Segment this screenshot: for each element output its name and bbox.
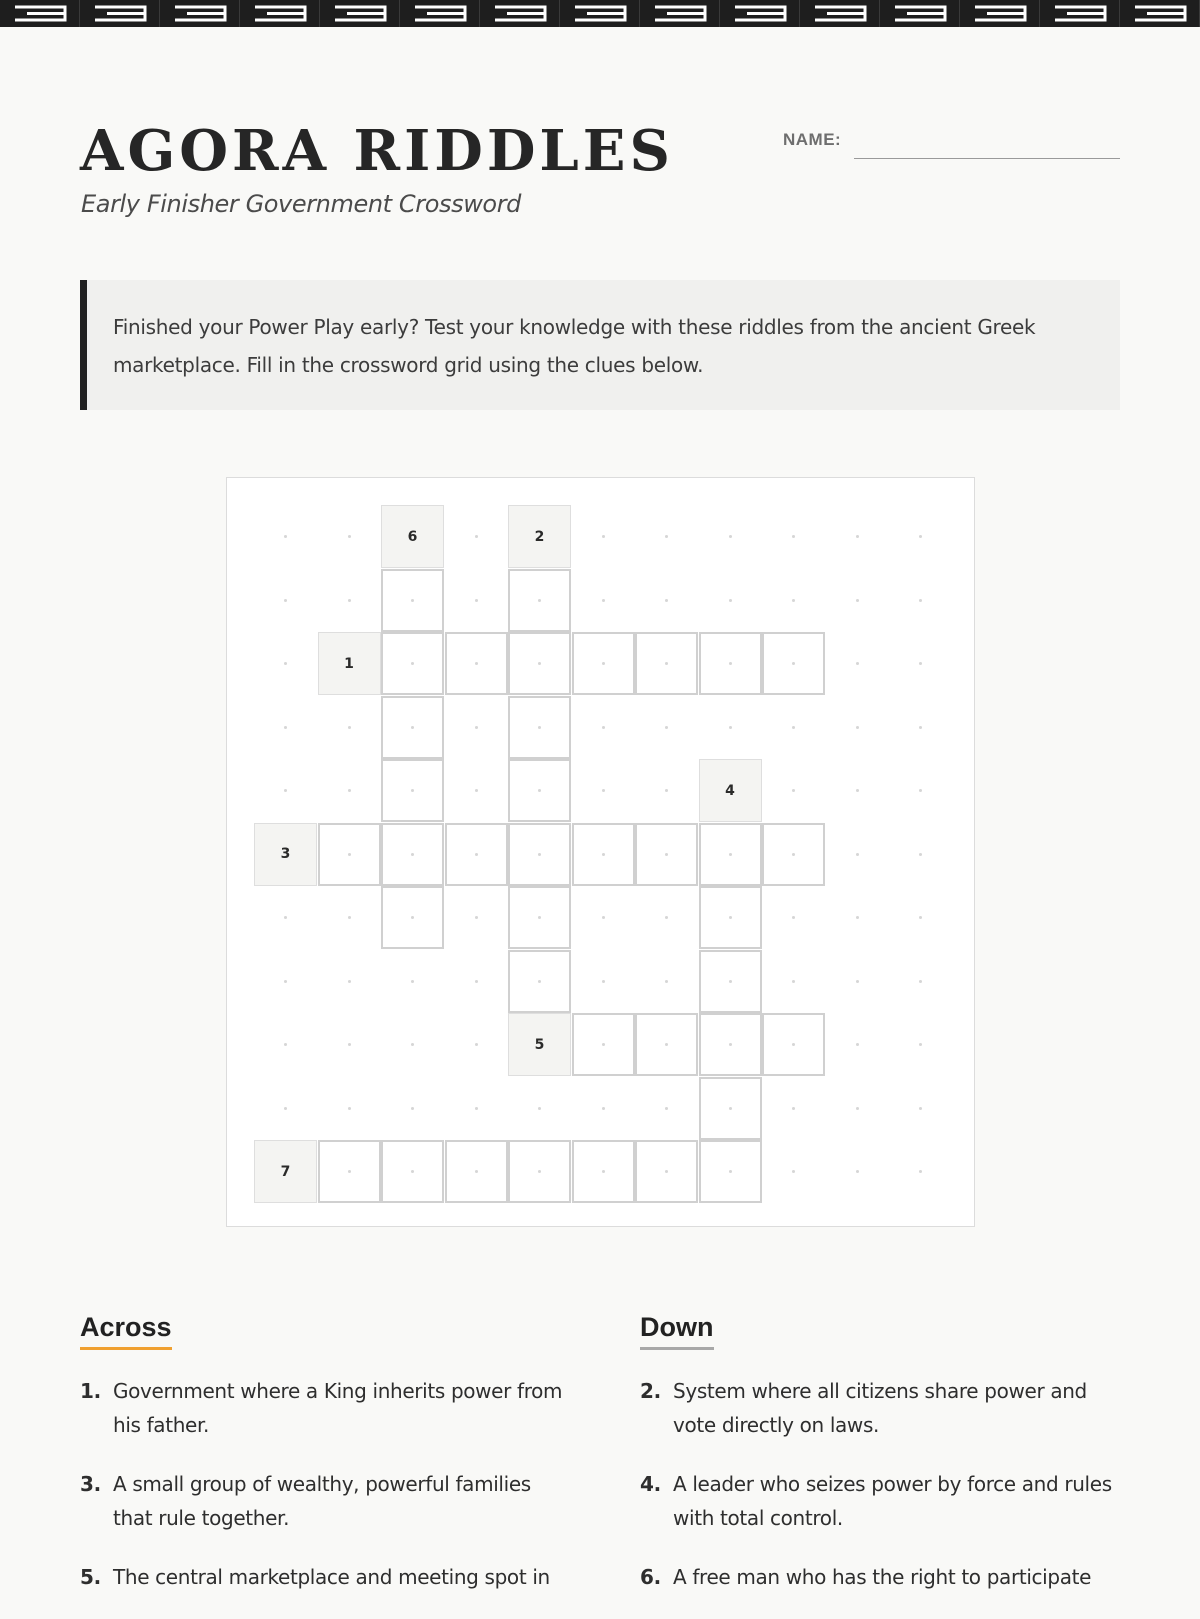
crossword-cell[interactable]: [381, 569, 444, 632]
grid-dot: [348, 916, 351, 919]
crossword-cell[interactable]: [635, 1013, 698, 1076]
crossword-cell[interactable]: [445, 632, 508, 695]
grid-dot: [919, 980, 922, 983]
crossword-cell[interactable]: [572, 1140, 635, 1203]
grid-dot: [475, 789, 478, 792]
meander-tile: [720, 0, 800, 27]
clue-text: Government where a King inherits power from his father.: [113, 1379, 563, 1437]
grid-dot: [919, 1170, 922, 1173]
clue-text: The central marketplace and meeting spot in: [113, 1565, 550, 1589]
crossword-cell[interactable]: [762, 823, 825, 886]
grid-dot: [856, 916, 859, 919]
crossword-cell[interactable]: [318, 823, 381, 886]
grid-dot: [665, 726, 668, 729]
clue-item: [640, 1467, 1130, 1535]
grid-dot: [919, 535, 922, 538]
crossword-cell[interactable]: [699, 950, 762, 1013]
crossword-cell[interactable]: [318, 1140, 381, 1203]
crossword-cell[interactable]: [445, 1140, 508, 1203]
crossword-numbered-cell: 2: [508, 505, 571, 568]
grid-dot: [792, 599, 795, 602]
grid-dot: [475, 535, 478, 538]
crossword-numbered-cell: 3: [254, 823, 317, 886]
crossword-cell[interactable]: [508, 950, 571, 1013]
meander-tile: [800, 0, 880, 27]
grid-dot: [919, 726, 922, 729]
down-heading: Down: [640, 1312, 714, 1350]
crossword-cell[interactable]: [635, 632, 698, 695]
crossword-cell[interactable]: [572, 632, 635, 695]
grid-dot: [348, 1107, 351, 1110]
crossword-cell[interactable]: [381, 759, 444, 822]
clue-item: [80, 1560, 570, 1594]
name-field[interactable]: [854, 158, 1120, 159]
across-clues: [80, 1312, 570, 1619]
crossword-cell[interactable]: [445, 823, 508, 886]
crossword-cell[interactable]: [699, 886, 762, 949]
grid-dot: [856, 1107, 859, 1110]
crossword-cell[interactable]: [508, 759, 571, 822]
grid-dot: [284, 1043, 287, 1046]
clue-number: 2.: [640, 1379, 661, 1403]
grid-dot: [284, 599, 287, 602]
grid-dot: [475, 916, 478, 919]
meander-tile: [1120, 0, 1200, 27]
meander-tile: [160, 0, 240, 27]
meander-tile: [80, 0, 160, 27]
crossword-numbered-cell: 5: [508, 1013, 571, 1076]
crossword-cell[interactable]: [381, 1140, 444, 1203]
grid-dot: [284, 1107, 287, 1110]
meander-tile: [240, 0, 320, 27]
page-title: AGORA RIDDLES: [80, 118, 674, 184]
grid-dot: [792, 980, 795, 983]
grid-dot: [665, 980, 668, 983]
page-subtitle: Early Finisher Government Crossword: [81, 190, 522, 218]
clue-text: A small group of wealthy, powerful families that rule together.: [113, 1472, 531, 1530]
grid-dot: [729, 599, 732, 602]
grid-dot: [919, 1107, 922, 1110]
grid-dot: [411, 980, 414, 983]
grid-dot: [475, 1043, 478, 1046]
clue-number: 5.: [80, 1565, 101, 1589]
crossword-cell[interactable]: [635, 1140, 698, 1203]
grid-dot: [475, 980, 478, 983]
crossword-cell[interactable]: [572, 1013, 635, 1076]
crossword-cell[interactable]: [699, 1140, 762, 1203]
grid-dot: [411, 1043, 414, 1046]
meander-tile: [0, 0, 80, 27]
grid-dot: [348, 726, 351, 729]
crossword-cell[interactable]: [508, 569, 571, 632]
grid-dot: [856, 662, 859, 665]
crossword-numbered-cell: 1: [318, 632, 381, 695]
grid-dot: [411, 1107, 414, 1110]
meander-tile: [880, 0, 960, 27]
meander-tile: [640, 0, 720, 27]
grid-dot: [919, 1043, 922, 1046]
grid-dot: [792, 1170, 795, 1173]
grid-dot: [792, 789, 795, 792]
grid-dot: [284, 535, 287, 538]
crossword-cell[interactable]: [508, 823, 571, 886]
clue-text: A leader who seizes power by force and rules with total control.: [673, 1472, 1112, 1530]
clue-number: 3.: [80, 1472, 101, 1496]
grid-dot: [856, 853, 859, 856]
grid-dot: [284, 980, 287, 983]
crossword-cell[interactable]: [381, 696, 444, 759]
crossword-cell[interactable]: [762, 1013, 825, 1076]
crossword-cell[interactable]: [508, 1140, 571, 1203]
grid-dot: [665, 1107, 668, 1110]
clue-item: [640, 1560, 1130, 1594]
crossword-cell[interactable]: [635, 823, 698, 886]
clue-text: A free man who has the right to participate: [673, 1565, 1092, 1589]
crossword-numbered-cell: 7: [254, 1140, 317, 1203]
crossword-cell[interactable]: [381, 632, 444, 695]
clue-number: 1.: [80, 1379, 101, 1403]
grid-dot: [348, 535, 351, 538]
grid-dot: [602, 726, 605, 729]
grid-dot: [792, 916, 795, 919]
crossword-cell[interactable]: [699, 632, 762, 695]
crossword-cell[interactable]: [381, 886, 444, 949]
meander-tile: [400, 0, 480, 27]
crossword-numbered-cell: 4: [699, 759, 762, 822]
grid-dot: [856, 1170, 859, 1173]
intro-callout: Finished your Power Play early? Test your knowledge with these riddles from the ancient Greek marketplace. Fill in the crossword grid using the clues below.: [80, 280, 1120, 410]
grid-dot: [792, 535, 795, 538]
meander-tile: [960, 0, 1040, 27]
clue-item: [80, 1374, 570, 1442]
grid-dot: [919, 599, 922, 602]
grid-dot: [602, 916, 605, 919]
grid-dot: [284, 789, 287, 792]
grid-dot: [665, 599, 668, 602]
down-clues: [640, 1312, 1130, 1619]
grid-dot: [729, 726, 732, 729]
grid-dot: [602, 535, 605, 538]
grid-dot: [348, 1043, 351, 1046]
clue-number: 6.: [640, 1565, 661, 1589]
grid-dot: [856, 1043, 859, 1046]
crossword-cell[interactable]: [699, 823, 762, 886]
crossword-cell[interactable]: [762, 632, 825, 695]
grid-dot: [919, 916, 922, 919]
grid-dot: [856, 535, 859, 538]
grid-dot: [284, 726, 287, 729]
grid-dot: [856, 980, 859, 983]
grid-dot: [919, 662, 922, 665]
meander-tile: [480, 0, 560, 27]
grid-dot: [538, 1107, 541, 1110]
meander-tile: [320, 0, 400, 27]
grid-dot: [348, 789, 351, 792]
grid-dot: [475, 726, 478, 729]
grid-dot: [792, 726, 795, 729]
grid-dot: [665, 535, 668, 538]
grid-dot: [602, 789, 605, 792]
meander-tile: [560, 0, 640, 27]
clue-item: [80, 1467, 570, 1535]
crossword-cell[interactable]: [508, 886, 571, 949]
grid-dot: [602, 980, 605, 983]
grid-dot: [284, 662, 287, 665]
clue-item: [640, 1374, 1130, 1442]
grid-dot: [919, 789, 922, 792]
grid-dot: [475, 599, 478, 602]
crossword-cell[interactable]: [699, 1077, 762, 1140]
crossword-cell[interactable]: [508, 696, 571, 759]
grid-dot: [856, 789, 859, 792]
grid-dot: [792, 1107, 795, 1110]
across-heading: Across: [80, 1312, 172, 1350]
greek-key-border: [0, 0, 1200, 27]
crossword-cell[interactable]: [572, 823, 635, 886]
grid-dot: [856, 599, 859, 602]
crossword-numbered-cell: 6: [381, 505, 444, 568]
grid-dot: [475, 1107, 478, 1110]
grid-dot: [348, 599, 351, 602]
name-label: NAME:: [783, 130, 842, 149]
crossword-cell[interactable]: [699, 1013, 762, 1076]
grid-dot: [602, 1107, 605, 1110]
grid-dot: [602, 599, 605, 602]
crossword-grid: [226, 477, 975, 1227]
grid-dot: [284, 916, 287, 919]
grid-dot: [665, 916, 668, 919]
crossword-cell[interactable]: [508, 632, 571, 695]
meander-tile: [1040, 0, 1120, 27]
grid-dot: [856, 726, 859, 729]
grid-dot: [919, 853, 922, 856]
clue-text: System where all citizens share power and vote directly on laws.: [673, 1379, 1087, 1437]
grid-dot: [729, 535, 732, 538]
clue-number: 4.: [640, 1472, 661, 1496]
grid-dot: [665, 789, 668, 792]
crossword-cell[interactable]: [381, 823, 444, 886]
grid-dot: [348, 980, 351, 983]
